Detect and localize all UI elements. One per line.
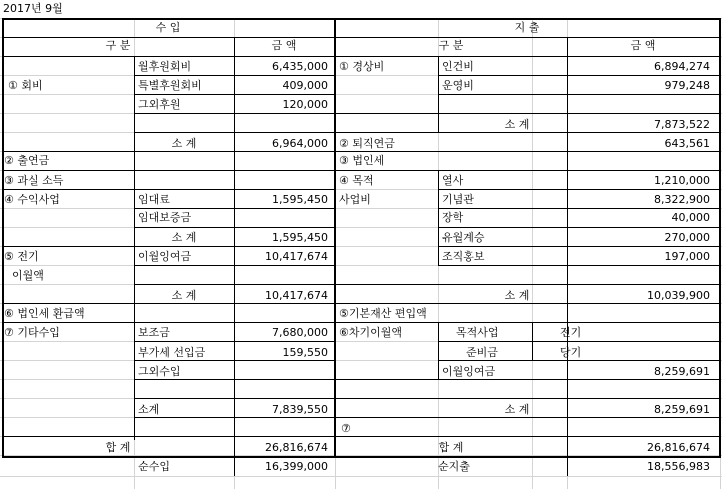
expense-item-name: 기념관	[442, 193, 474, 206]
expense-item-name: 운영비	[442, 79, 474, 92]
income-item-amount: 409,000	[282, 79, 328, 92]
grid-line	[335, 284, 720, 285]
income-contributions-label: ② 출연금	[4, 154, 50, 167]
expense-corp-tax-label: ③ 법인세	[339, 154, 385, 167]
expense-total-label: 합 계	[438, 441, 464, 454]
expense-item-name: 열사	[442, 174, 464, 187]
expense-project-label: ④ 목적	[339, 174, 374, 187]
expense-item-name: 장학	[442, 211, 464, 224]
expense-item-amount: 197,000	[664, 250, 710, 263]
grid-line	[335, 436, 720, 437]
income-item-name: 부가세 선입금	[138, 346, 206, 359]
income-item-name: 이월잉여금	[138, 250, 192, 263]
income-investment-label: ③ 과실 소득	[4, 174, 64, 187]
income-tax-refund-label: ⑥ 법인세 환급액	[4, 307, 85, 320]
income-item-name: 그외수입	[138, 365, 181, 378]
income-item-amount: 120,000	[282, 98, 328, 111]
grid-line	[438, 170, 439, 265]
expense-header: 지 출	[514, 21, 540, 34]
income-subtotal-label: 소 계	[171, 137, 197, 150]
grid-line	[719, 18, 721, 458]
expense-subtotal-amount: 7,873,522	[654, 118, 710, 131]
income-item-name: 그외후원	[138, 98, 181, 111]
expense-subtotal-label: 소 계	[504, 118, 530, 131]
expense-item-amount: 40,000	[671, 211, 710, 224]
grid-line	[2, 56, 720, 57]
expense-next-carry-label: ⑥차기이월액	[339, 326, 402, 339]
expense-net-amount: 18,556,983	[647, 460, 710, 473]
income-item-name: 임대보증금	[138, 211, 192, 224]
income-net-label: 순수입	[138, 460, 170, 473]
expense-subtotal-label: 소 계	[504, 403, 530, 416]
income-item-amount: 1,595,450	[272, 193, 328, 206]
income-subtotal-label: 소계	[138, 403, 160, 416]
expense-pension-label: ② 퇴직연금	[339, 137, 395, 150]
grid-line	[2, 170, 334, 171]
income-total-amount: 26,816,674	[265, 441, 328, 454]
grid-line	[334, 18, 336, 458]
income-item-amount: 10,417,674	[265, 250, 328, 263]
income-subtotal-amount: 7,839,550	[272, 403, 328, 416]
income-item-name: 임대료	[138, 193, 170, 206]
expense-item-amount: 270,000	[664, 231, 710, 244]
expense-item-name: 인건비	[442, 60, 474, 73]
expense-subtotal-amount: 10,039,900	[647, 289, 710, 302]
income-carryover-label2: 이월액	[12, 269, 44, 282]
income-item-name: 월후원회비	[138, 60, 192, 73]
income-other-label: ⑦ 기타수입	[4, 326, 60, 339]
expense-subtotal-amount: 8,259,691	[654, 403, 710, 416]
expense-item-amount: 6,894,274	[654, 60, 710, 73]
grid-line	[134, 398, 334, 399]
income-item-amount: 7,680,000	[272, 326, 328, 339]
grid-line	[134, 227, 334, 228]
expense-operating-label: ① 경상비	[339, 60, 385, 73]
income-subtotal-amount: 1,595,450	[272, 231, 328, 244]
expense-next-carry-sub1-label: 목적사업	[456, 326, 499, 339]
income-item-name: 보조금	[138, 326, 170, 339]
grid-line	[438, 227, 720, 228]
expense-next-carry-sub2-label: 준비금	[466, 346, 498, 359]
expense-item-amount: 1,210,000	[654, 174, 710, 187]
grid-line	[335, 398, 720, 399]
expense-next-carry-sub2-value: 당기	[560, 346, 582, 359]
expense-item-name: 이월잉여금	[442, 365, 496, 378]
income-net-amount: 16,399,000	[265, 460, 328, 473]
expense-seventh-label: ⑦	[341, 422, 351, 435]
income-item-name: 특별후원회비	[138, 79, 202, 92]
grid-line	[335, 170, 720, 171]
income-subtotal-amount: 6,964,000	[272, 137, 328, 150]
income-subtotal-label: 소 계	[171, 231, 197, 244]
sheet-title: 2017년 9월	[3, 2, 63, 15]
income-membership-label: ① 회비	[8, 79, 43, 92]
expense-pension-amount: 643,561	[664, 137, 710, 150]
expense-item-name: 조직홍보	[442, 250, 485, 263]
income-header: 수 입	[155, 21, 181, 34]
expense-total-amount: 26,816,674	[647, 441, 710, 454]
expense-capital-label: ⑤기본재산 편입액	[339, 307, 427, 320]
income-category-header: 구 분	[105, 39, 131, 52]
grid-line	[134, 284, 334, 285]
grid-line	[134, 132, 334, 133]
expense-next-carry-sub1-value: 전기	[560, 326, 582, 339]
grid-line	[2, 18, 4, 458]
income-item-amount: 159,550	[282, 346, 328, 359]
income-business-label: ④ 수익사업	[4, 193, 60, 206]
grid-line	[0, 476, 722, 477]
income-amount-header: 금 액	[271, 39, 297, 52]
expense-net-label: 순지출	[438, 460, 470, 473]
grid-line	[438, 322, 439, 379]
income-subtotal-label: 소 계	[171, 289, 197, 302]
grid-line	[335, 113, 720, 114]
income-carryover-label: ⑤ 전기	[4, 250, 39, 263]
expense-subtotal-label: 소 계	[504, 289, 530, 302]
expense-item-amount: 979,248	[664, 79, 710, 92]
expense-category-header: 구 분	[438, 39, 464, 52]
income-subtotal-amount: 10,417,674	[265, 289, 328, 302]
grid-line	[2, 436, 334, 437]
expense-amount-header: 금 액	[630, 39, 656, 52]
expense-item-amount: 8,259,691	[654, 365, 710, 378]
income-item-amount: 6,435,000	[272, 60, 328, 73]
expense-item-amount: 8,322,900	[654, 193, 710, 206]
expense-project-label2: 사업비	[339, 193, 371, 206]
income-total-label: 합 계	[105, 441, 131, 454]
expense-item-name: 유월계승	[442, 231, 485, 244]
